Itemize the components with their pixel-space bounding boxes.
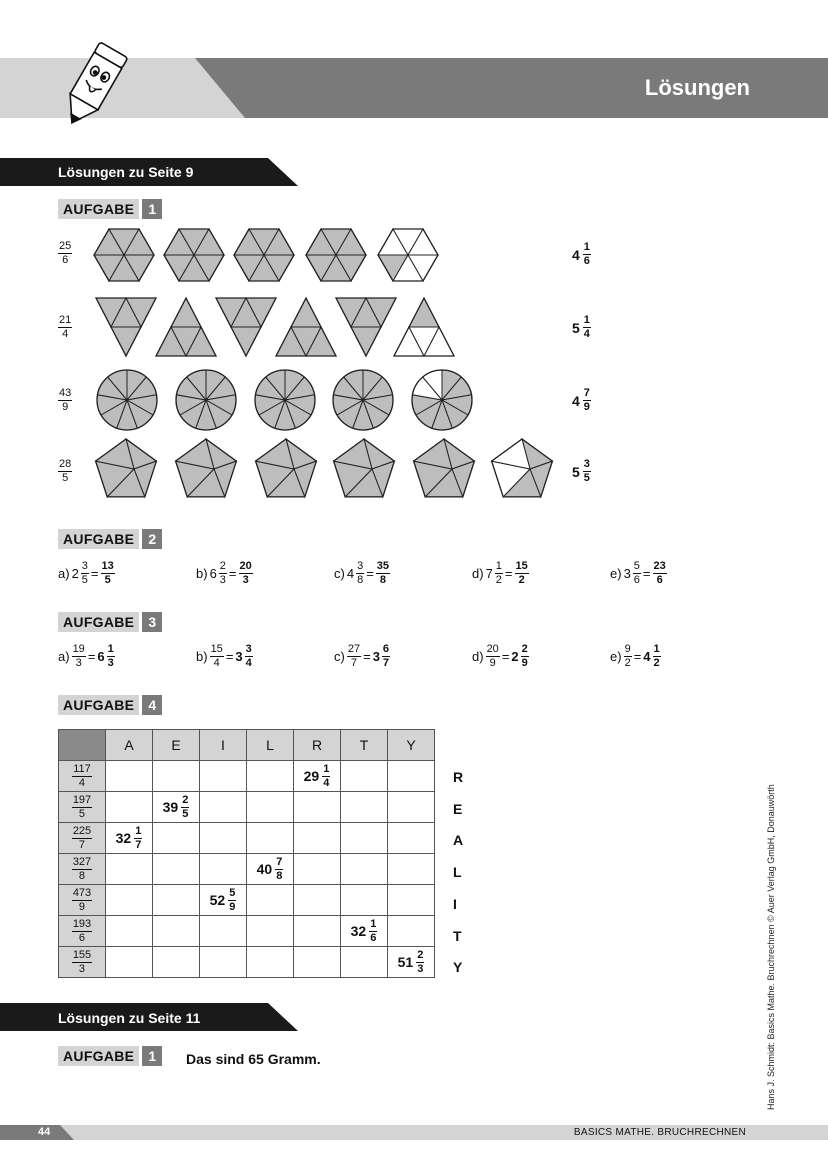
grid-cell xyxy=(153,854,200,885)
grid-answer-cell: 40 $\frac{7}{8}$ xyxy=(247,854,294,885)
grid-cell xyxy=(294,792,341,823)
task3-equation: a) $\frac{19}{3}$ = 6 $\frac{1}{3}$ xyxy=(58,643,114,669)
grid-cell xyxy=(153,916,200,947)
grid-column-header: T xyxy=(341,730,388,761)
aufgabe-label: AUFGABE xyxy=(58,1046,139,1066)
table-row xyxy=(59,761,435,792)
hexagon-shape xyxy=(164,229,224,281)
aufgabe-label: AUFGABE xyxy=(58,199,139,219)
grid-cell xyxy=(106,792,153,823)
grid-cell xyxy=(106,885,153,916)
triangle-shape xyxy=(394,298,454,356)
hexagon-shape xyxy=(234,229,294,281)
grid-row-header: $\frac{197}{5}$ xyxy=(59,792,106,823)
circle-shape xyxy=(333,370,393,430)
grid-cell xyxy=(106,854,153,885)
grid-cell xyxy=(153,823,200,854)
aufgabe-number: 2 xyxy=(142,529,162,549)
grid-cell xyxy=(153,761,200,792)
grid-answer-cell: 39 $\frac{2}{5}$ xyxy=(153,792,200,823)
task2-equation: e) 3 $\frac{5}{6}$ = $\frac{23}{6}$ xyxy=(610,560,666,586)
grid-column-header: I xyxy=(200,730,247,761)
solution-letter: T xyxy=(453,927,462,944)
aufgabe-label: AUFGABE xyxy=(58,695,139,715)
aufgabe-3-heading xyxy=(58,612,162,632)
task3-equation: b) $\frac{15}{4}$ = 3 $\frac{3}{4}$ xyxy=(196,643,252,669)
grid-column-header: E xyxy=(153,730,200,761)
svg-text:Hans J. Schmidt: Basics Mathe.: Hans J. Schmidt: Basics Mathe. Bruchrechnen © Auer Verlag GmbH, Donauwörth xyxy=(766,784,776,1110)
task1-row-fraction: $\frac{43}{9}$ xyxy=(59,387,72,413)
page-title: Lösungen xyxy=(644,75,750,100)
hexagon-shape xyxy=(378,229,438,281)
seite11-answer: Das sind 65 Gramm. xyxy=(186,1051,321,1067)
grid-cell xyxy=(341,761,388,792)
grid-cell xyxy=(247,916,294,947)
task3-equation: c) $\frac{27}{7}$ = 3 $\frac{6}{7}$ xyxy=(334,643,390,669)
grid-column-header: R xyxy=(294,730,341,761)
task2-equation: d) 7 $\frac{1}{2}$ = $\frac{15}{2}$ xyxy=(472,560,528,586)
grid-cell xyxy=(388,916,435,947)
grid-answer-cell: 32 $\frac{1}{7}$ xyxy=(106,823,153,854)
grid-cell xyxy=(341,823,388,854)
grid-cell xyxy=(106,761,153,792)
grid-cell xyxy=(247,792,294,823)
solution-letter: L xyxy=(453,864,462,881)
grid-cell xyxy=(200,947,247,978)
grid-row-header: $\frac{473}{9}$ xyxy=(59,885,106,916)
solution-letter: A xyxy=(453,832,464,849)
grid-cell xyxy=(294,916,341,947)
grid-answer-cell: 52 $\frac{5}{9}$ xyxy=(200,885,247,916)
grid-cell xyxy=(341,854,388,885)
grid-cell xyxy=(388,761,435,792)
aufgabe-label: AUFGABE xyxy=(58,612,139,632)
solution-letter: R xyxy=(453,769,464,785)
footer-page-number: 44 xyxy=(38,1126,51,1138)
pentagon-shape xyxy=(414,439,475,497)
task2-equation: c) 4 $\frac{3}{8}$ = $\frac{35}{8}$ xyxy=(334,560,390,586)
grid-answer-cell: 29 $\frac{1}{4}$ xyxy=(294,761,341,792)
grid-cell xyxy=(247,823,294,854)
grid-cell xyxy=(200,854,247,885)
grid-cell xyxy=(247,885,294,916)
table-row xyxy=(59,885,435,916)
fraction-shapes xyxy=(0,215,600,505)
section-title-seite11: Lösungen zu Seite 11 xyxy=(58,1010,201,1026)
aufgabe-number: 4 xyxy=(142,695,162,715)
grid-row-header: $\frac{193}{6}$ xyxy=(59,916,106,947)
grid-cell xyxy=(388,885,435,916)
task2-equation: b) 6 $\frac{2}{3}$ = $\frac{20}{3}$ xyxy=(196,560,252,586)
solution-letter: E xyxy=(453,800,463,817)
task1-result: 4 $\frac{1}{6}$ xyxy=(572,241,590,267)
aufgabe-4-heading xyxy=(58,695,162,715)
grid-row-header: $\frac{155}{3}$ xyxy=(59,947,106,978)
task1-row-fraction: $\frac{25}{6}$ xyxy=(59,240,72,266)
task3-equation: e) $\frac{9}{2}$ = 4 $\frac{1}{2}$ xyxy=(610,643,660,669)
pentagon-shape xyxy=(334,439,395,497)
grid-cell xyxy=(106,947,153,978)
grid-cell xyxy=(153,947,200,978)
grid-cell xyxy=(294,823,341,854)
table-row xyxy=(59,792,435,823)
grid-cell xyxy=(200,916,247,947)
pentagon-shape xyxy=(256,439,317,497)
section-title-seite9: Lösungen zu Seite 9 xyxy=(58,164,194,180)
task1-row-fraction: $\frac{21}{4}$ xyxy=(59,314,72,340)
triangle-shape xyxy=(216,298,276,356)
grid-answer-cell: 51 $\frac{2}{3}$ xyxy=(388,947,435,978)
task1-row-fraction: $\frac{28}{5}$ xyxy=(59,458,72,484)
aufgabe-number: 3 xyxy=(142,612,162,632)
pentagon-shape xyxy=(492,439,553,497)
grid-cell xyxy=(294,885,341,916)
solution-letter: Y xyxy=(453,959,463,976)
table-row xyxy=(59,854,435,885)
grid-row-header: $\frac{327}{8}$ xyxy=(59,854,106,885)
circle-shape xyxy=(255,370,315,430)
table-row xyxy=(59,947,435,978)
grid-column-header: A xyxy=(106,730,153,761)
task3-equation: d) $\frac{20}{9}$ = 2 $\frac{2}{9}$ xyxy=(472,643,528,669)
triangle-shape xyxy=(336,298,396,356)
grid-cell xyxy=(294,854,341,885)
hexagon-shape xyxy=(306,229,366,281)
task1-result: 5 $\frac{1}{4}$ xyxy=(572,314,590,340)
grid-cell xyxy=(247,947,294,978)
aufgabe-2-heading xyxy=(58,529,162,549)
triangle-shape xyxy=(96,298,156,356)
grid-answer-cell: 32 $\frac{1}{6}$ xyxy=(341,916,388,947)
grid-cell xyxy=(388,823,435,854)
grid-cell xyxy=(341,885,388,916)
circle-shape xyxy=(176,370,236,430)
hexagon-shape xyxy=(94,229,154,281)
grid-cell xyxy=(388,792,435,823)
grid-column-header: L xyxy=(247,730,294,761)
grid-cell xyxy=(388,854,435,885)
grid-cell xyxy=(294,947,341,978)
triangle-shape xyxy=(276,298,336,356)
grid-cell xyxy=(200,823,247,854)
triangle-shape xyxy=(156,298,216,356)
footer-book-title: BASICS MATHE. BRUCHRECHNEN xyxy=(573,1127,746,1138)
circle-shape xyxy=(412,370,472,430)
task1-result: 5 $\frac{3}{5}$ xyxy=(572,458,590,484)
grid-corner xyxy=(59,730,106,761)
table-row xyxy=(59,823,435,854)
task2-equation: a) 2 $\frac{3}{5}$ = $\frac{13}{5}$ xyxy=(58,560,114,586)
grid-cell xyxy=(341,947,388,978)
grid-column-header: Y xyxy=(388,730,435,761)
aufgabe-number: 1 xyxy=(142,199,162,219)
grid-row-header: $\frac{225}{7}$ xyxy=(59,823,106,854)
pentagon-shape xyxy=(176,439,237,497)
answer-grid xyxy=(58,729,435,978)
grid-cell xyxy=(200,761,247,792)
grid-cell xyxy=(247,761,294,792)
pencil-mascot-icon xyxy=(52,40,132,135)
task1-result: 4 $\frac{7}{9}$ xyxy=(572,387,590,413)
grid-cell xyxy=(341,792,388,823)
grid-row-header: $\frac{117}{4}$ xyxy=(59,761,106,792)
aufgabe-label: AUFGABE xyxy=(58,529,139,549)
pentagon-shape xyxy=(96,439,157,497)
aufgabe-number: 1 xyxy=(142,1046,162,1066)
grid-cell xyxy=(106,916,153,947)
circle-shape xyxy=(97,370,157,430)
grid-cell xyxy=(153,885,200,916)
copyright-note xyxy=(762,750,778,1110)
aufgabe-1-seite11-heading xyxy=(58,1046,162,1066)
table-row xyxy=(59,916,435,947)
solution-letter: I xyxy=(453,895,457,912)
grid-cell xyxy=(200,792,247,823)
